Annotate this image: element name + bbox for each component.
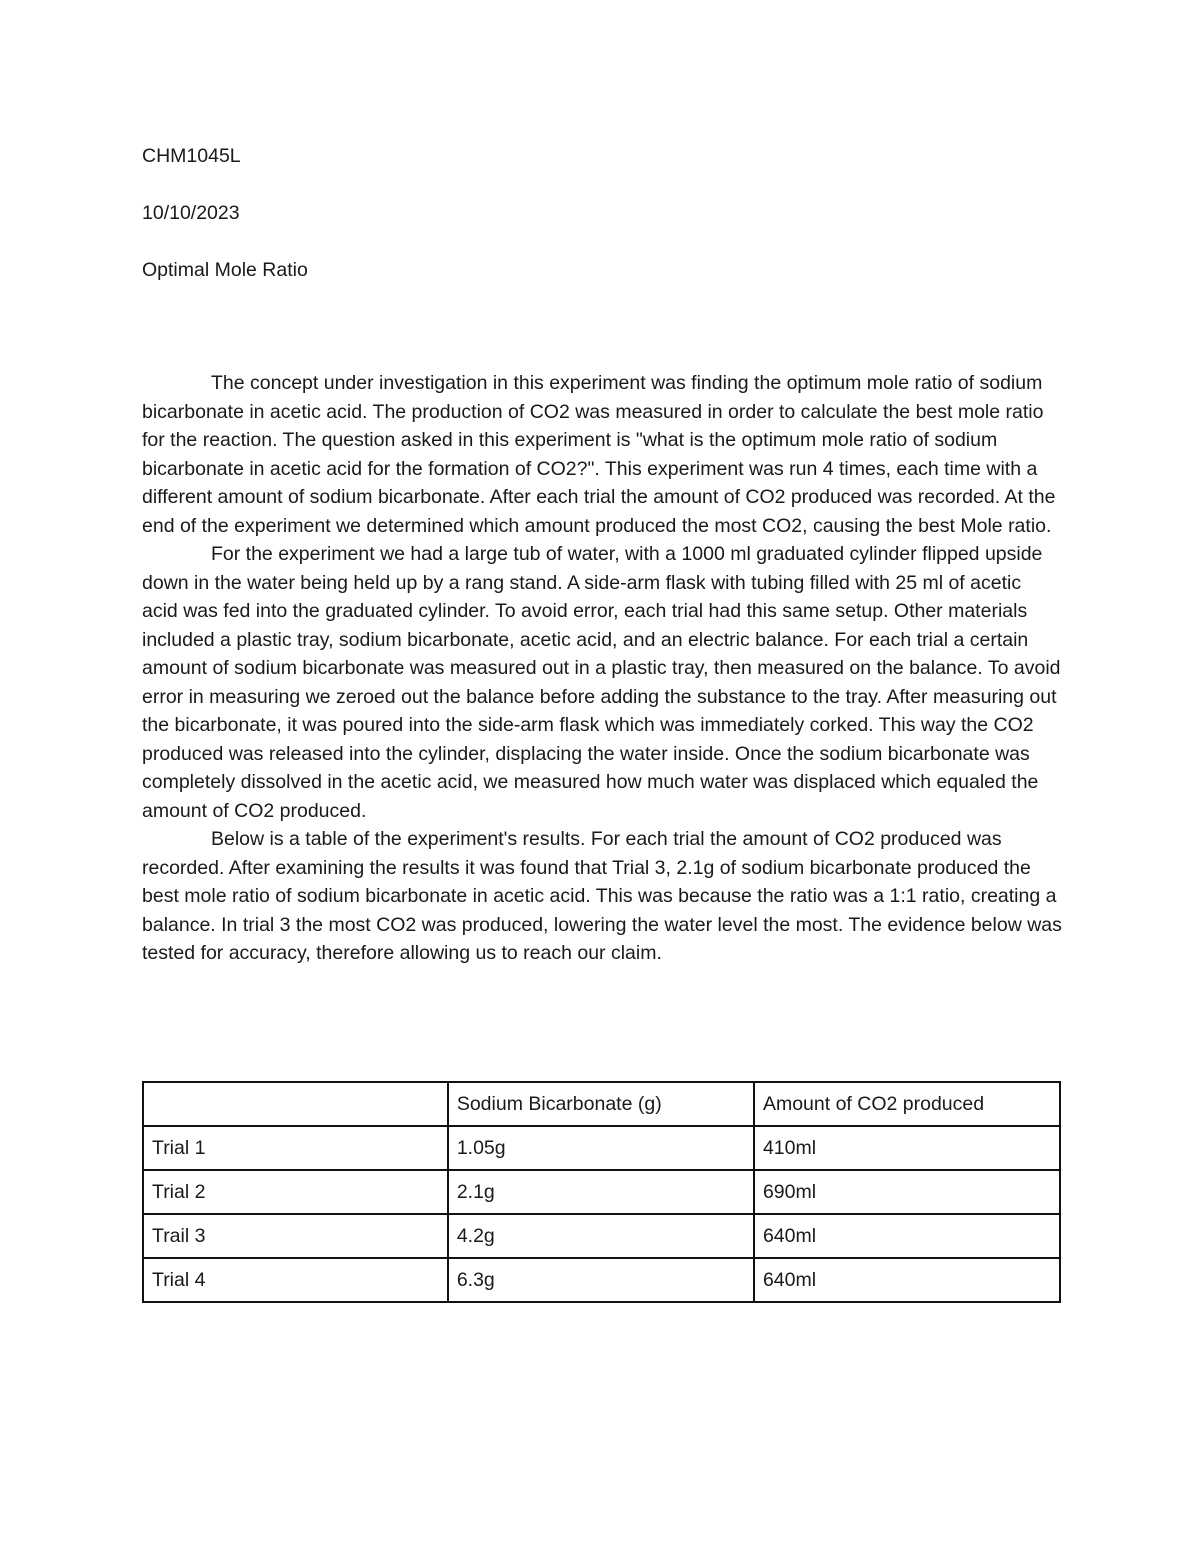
co2-produced-cell: 410ml: [754, 1126, 1060, 1170]
table-row: [143, 1258, 1060, 1302]
trial-label-cell: Trial 4: [143, 1258, 448, 1302]
co2-produced-cell: 690ml: [754, 1170, 1060, 1214]
table-row: [143, 1214, 1060, 1258]
results-table: [142, 1081, 1061, 1303]
trial-label-cell: Trail 3: [143, 1214, 448, 1258]
report-body: [142, 369, 1062, 968]
table-row: [143, 1170, 1060, 1214]
table-row: [143, 1126, 1060, 1170]
co2-produced-cell: 640ml: [754, 1258, 1060, 1302]
sodium-bicarbonate-cell: 4.2g: [448, 1214, 754, 1258]
report-title: Optimal Mole Ratio: [142, 259, 308, 281]
sodium-bicarbonate-cell: 2.1g: [448, 1170, 754, 1214]
header-cell-sodium-bicarbonate: Sodium Bicarbonate (g): [448, 1082, 754, 1126]
table-header-row: [143, 1082, 1060, 1126]
trial-label-cell: Trial 1: [143, 1126, 448, 1170]
report-date: 10/10/2023: [142, 202, 240, 224]
course-code: CHM1045L: [142, 145, 241, 167]
header-cell-co2-produced: Amount of CO2 produced: [754, 1082, 1060, 1126]
paragraph-introduction: The concept under investigation in this experiment was finding the optimum mole ratio of sodium bicarbonate in acetic acid. The production of CO2 was measured in order to calculate the best mole ratio for the reaction. The question asked in this experiment is "what is the optimum mole ratio of sodium bicarbonate in acetic acid for the formation of CO2?". This experiment was run 4 times, each time with a different amount of sodium bicarbonate. After each trial the amount of CO2 produced was recorded. At the end of the experiment we determined which amount produced the most CO2, causing the best Mole ratio.: [142, 372, 1056, 537]
paragraph-procedure: For the experiment we had a large tub of water, with a 1000 ml graduated cylinder flipped upside down in the water being held up by a rang stand. A side-arm flask with tubing filled with 25 ml of acetic acid was fed into the graduated cylinder. To avoid error, each trial had this same setup. Other materials included a plastic tray, sodium bicarbonate, acetic acid, and an electric balance. For each trial a certain amount of sodium bicarbonate was measured out in a plastic tray, then measured on the balance. To avoid error in measuring we zeroed out the balance before adding the substance to the tray. After measuring out the bicarbonate, it was poured into the side-arm flask which was immediately corked. This way the CO2 produced was released into the cylinder, displacing the water inside. Once the sodium bicarbonate was completely dissolved in the acetic acid, we measured how much water was displaced which equaled the amount of CO2 produced.: [142, 543, 1061, 822]
sodium-bicarbonate-cell: 1.05g: [448, 1126, 754, 1170]
trial-label-cell: Trial 2: [143, 1170, 448, 1214]
sodium-bicarbonate-cell: 6.3g: [448, 1258, 754, 1302]
co2-produced-cell: 640ml: [754, 1214, 1060, 1258]
paragraph-results: Below is a table of the experiment's results. For each trial the amount of CO2 produced was recorded. After examining the results it was found that Trial 3, 2.1g of sodium bicarbonate produced the best mole ratio of sodium bicarbonate in acetic acid. This was because the ratio was a 1:1 ratio, creating a balance. In trial 3 the most CO2 was produced, lowering the water level the most. The evidence below was tested for accuracy, therefore allowing us to reach our claim.: [142, 828, 1062, 964]
header-cell-blank: [143, 1082, 448, 1126]
